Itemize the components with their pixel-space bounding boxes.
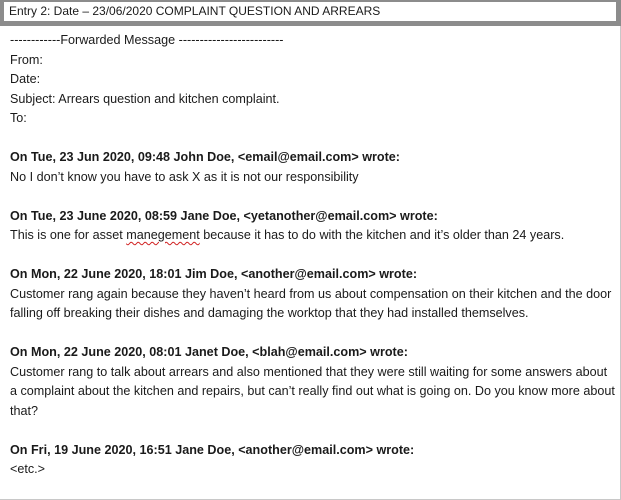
email-thread	[10, 31, 615, 480]
message-header: On Mon, 22 June 2020, 08:01 Janet Doe, <blah@email.com> wrote:	[10, 345, 408, 359]
message-body	[10, 226, 615, 246]
message-body: Customer rang to talk about arrears and also mentioned that they were still waiting for some answers about a complaint about the kitchen and repairs, but can’t really find out what is going on. Do you know more about that?	[10, 364, 615, 418]
message-header: On Fri, 19 June 2020, 16:51 Jane Doe, <another@email.com> wrote:	[10, 442, 415, 457]
to-field: To:	[10, 111, 27, 125]
message-body: Customer rang again because they haven’t heard from us about compensation on their kitchen and the door falling off breaking their dishes and damaging the worktop that they had installed themselves.	[10, 286, 612, 320]
misspelled-word: manegement	[126, 228, 200, 242]
message-body: No I don’t know you have to ask X as it is not our responsibility	[10, 169, 359, 184]
message-header: On Mon, 22 June 2020, 18:01 Jim Doe, <another@email.com> wrote:	[10, 267, 418, 281]
entry-title: Entry 2: Date – 23/06/2020 COMPLAINT QUESTION AND ARREARS	[4, 2, 616, 21]
message-body: <etc.>	[10, 462, 46, 476]
message-body-text: because it has to do with the kitchen and it’s older than 24 years.	[199, 228, 565, 242]
forwarded-separator: ------------Forwarded Message -------------------------	[10, 33, 284, 47]
entry-header-bar	[0, 0, 621, 26]
subject-field: Subject: Arrears question and kitchen complaint.	[10, 91, 280, 106]
date-field: Date:	[10, 72, 41, 86]
message-body-text: This is one for asset	[10, 228, 127, 242]
from-field: From:	[10, 52, 43, 67]
message-header: On Tue, 23 Jun 2020, 09:48 John Doe, <email@email.com> wrote:	[10, 150, 400, 164]
message-header: On Tue, 23 June 2020, 08:59 Jane Doe, <yetanother@email.com> wrote:	[10, 208, 438, 223]
